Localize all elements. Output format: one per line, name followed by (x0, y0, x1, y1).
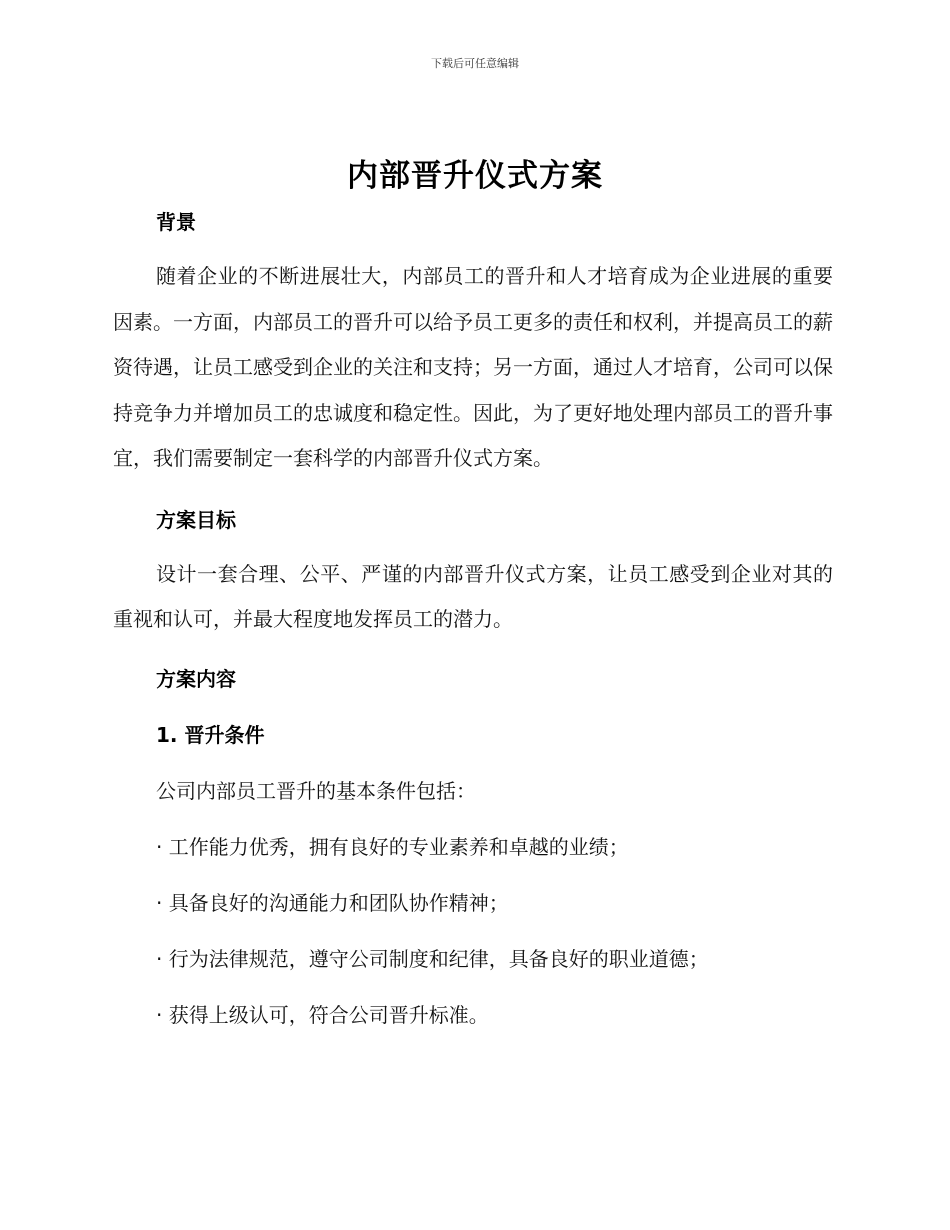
document-body (113, 202, 833, 1035)
conditions-intro: 公司内部员工晋升的基本条件包括： (156, 778, 476, 803)
document-title: 内部晋升仪式方案 (347, 158, 603, 194)
condition-bullet: · 具备良好的沟通能力和团队协作精神； (156, 890, 509, 915)
condition-bullet: · 获得上级认可，符合公司晋升标准。 (156, 1002, 489, 1027)
section-heading-content: 方案内容 (156, 666, 236, 691)
subheading-promotion-conditions: 1. 晋升条件 (156, 722, 265, 747)
goal-paragraph: 设计一套合理、公平、严谨的内部晋升仪式方案，让员工感受到企业对其的重视和认可，并最大程度地发挥员工的潜力。 (113, 561, 833, 631)
condition-bullet: · 工作能力优秀，拥有良好的专业素养和卓越的业绩； (156, 834, 629, 859)
page-header: 下载后可任意编辑 (431, 57, 519, 70)
condition-bullet: · 行为法律规范，遵守公司制度和纪律，具备良好的职业道德； (156, 946, 709, 971)
section-heading-background: 背景 (156, 210, 196, 234)
section-heading-goal: 方案目标 (156, 507, 236, 532)
background-paragraph: 随着企业的不断进展壮大，内部员工的晋升和人才培育成为企业进展的重要因素。一方面，内部员工的晋升可以给予员工更多的责任和权利，并提高员工的薪资待遇，让员工感受到企业的关注和支持；另一方面，通过人才培育，公司可以保持竞争力并增加员工的忠诚度和稳定性。因此，为了更好地处理内部员工的晋升事宜，我们需要制定一套科学的内部晋升仪式方案。 (113, 264, 833, 470)
